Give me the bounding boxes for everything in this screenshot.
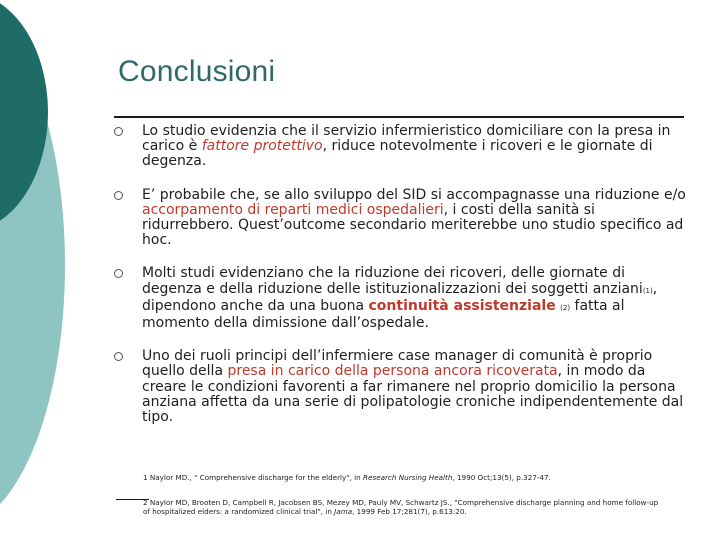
- reference-journal: Research Nursing Health: [363, 473, 453, 482]
- bullet-text: , in modo da creare le condizioni favorenti a far rimanere nel proprio domicilio la persona anziana affetta da una serie di polipatologie croniche indipendentemente dal tipo.: [142, 363, 684, 426]
- title-divider: [114, 116, 684, 118]
- reference-text: , 1990 Oct;13(5), p.327-47.: [452, 473, 551, 482]
- reference-text: 1 Naylor MD., " Comprehensive discharge for the elderly", in: [143, 473, 364, 482]
- bullet-text: Uno dei ruoli principi dell’infermiere case manager di comunità è proprio quello della: [142, 348, 653, 380]
- reference-text: 2 Naylor MD, Brooten D, Campbell R, Jacobsen BS, Mezey MD, Pauly MV, Schwartz JS., "Comprehensive discharge planning and home follow-up of hospitalized elders: a randomized clinical trial", in: [143, 497, 659, 516]
- circle-bullet-icon: [114, 352, 123, 361]
- circle-bullet-icon: [114, 127, 123, 136]
- bullet-text: , i costi della sanità si ridurrebbero. Quest’outcome secondario meriterebbe uno studio specifico ad hoc.: [142, 201, 684, 249]
- reference-item: [143, 499, 663, 517]
- bullet-item: [112, 188, 687, 249]
- bullet-item: [112, 349, 687, 425]
- circle-bullet-icon: [114, 269, 123, 278]
- highlight-text: accorpamento di reparti medici ospedalieri: [142, 201, 444, 218]
- highlight-text: fattore protettivo: [201, 138, 323, 155]
- bullet-text: Molti studi evidenziano che la riduzione dei ricoveri, delle giornate di degenza e della riduzione delle istituzionalizzazioni dei soggetti anziani: [142, 265, 643, 297]
- circle-bullet-icon: [114, 191, 123, 200]
- reference-text: , 1999 Feb 17;281(7), p.613:20.: [352, 506, 467, 516]
- bullet-text: , riduce notevolmente i ricoveri e le giornate di degenza.: [142, 138, 653, 170]
- slide-title: Conclusioni: [118, 55, 276, 88]
- bullet-text: Lo studio evidenzia che il servizio infermieristico domiciliare con la presa in carico è: [142, 123, 671, 155]
- reference-item: [143, 474, 663, 483]
- highlight-text: presa in carico della persona ancora ricoverata: [227, 363, 558, 380]
- references: [143, 474, 663, 516]
- decorative-background-shapes: [0, 0, 110, 540]
- bullet-text: fatta al momento della dimissione dall’ospedale.: [142, 297, 625, 332]
- bullet-item: [112, 266, 687, 331]
- bullet-text: , dipendono anche da una buona: [142, 280, 658, 314]
- bullet-list: [112, 124, 687, 443]
- bullet-text: E’ probabile che, se allo sviluppo del SID si accompagnasse una riduzione e/o: [142, 186, 686, 203]
- reference-marker: (1): [642, 286, 653, 295]
- highlight-text: continuità assistenziale: [368, 297, 556, 314]
- reference-marker: (2): [560, 303, 571, 312]
- bullet-item: [112, 124, 687, 170]
- reference-journal: Jama: [334, 506, 353, 516]
